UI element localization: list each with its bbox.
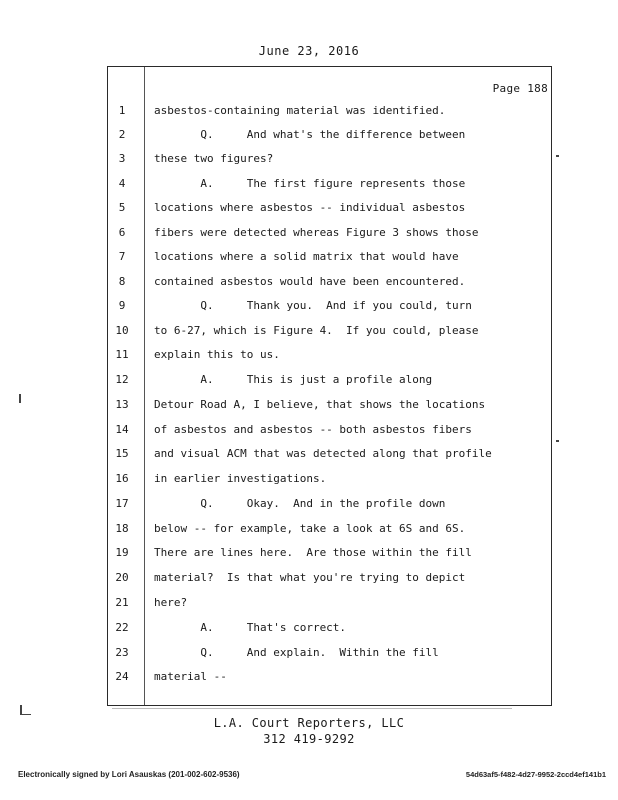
court-reporter-phone: 312 419-9292 (263, 732, 355, 746)
line-number: 9 (118, 299, 126, 312)
line-number: 24 (115, 670, 129, 683)
line-number: 3 (118, 152, 126, 165)
line-text: A. That's correct. (154, 621, 347, 634)
line-text: Detour Road A, I believe, that shows the locations (154, 398, 486, 411)
line-text: There are lines here. Are those within the fill (154, 546, 472, 559)
line-number: 17 (115, 497, 129, 510)
line-number: 15 (115, 447, 129, 460)
line-text: here? (154, 596, 188, 609)
transcript-line (107, 127, 547, 143)
scan-mark (556, 155, 559, 157)
line-text: locations where a solid matrix that would have (154, 250, 459, 263)
line-text: below -- for example, take a look at 6S and 6S. (154, 522, 466, 535)
scan-mark (112, 708, 512, 709)
line-text: Q. And what's the difference between (154, 128, 466, 141)
transcript-line (107, 521, 547, 537)
line-number: 12 (115, 373, 129, 386)
line-number: 6 (118, 226, 126, 239)
transcript-line (107, 225, 547, 241)
transcript-line (107, 372, 547, 388)
transcript-line (107, 496, 547, 512)
line-number: 2 (118, 128, 126, 141)
line-text: Q. Okay. And in the profile down (154, 497, 446, 510)
line-number: 5 (118, 201, 126, 214)
transcript-line (107, 545, 547, 561)
transcript-line (107, 200, 547, 216)
court-reporter-company: L.A. Court Reporters, LLC (213, 716, 405, 730)
transcript-line (107, 446, 547, 462)
line-text: Q. Thank you. And if you could, turn (154, 299, 472, 312)
transcript-line (107, 669, 547, 685)
transcript-line (107, 397, 547, 413)
transcript-line (107, 595, 547, 611)
line-number: 23 (115, 646, 129, 659)
line-text: of asbestos and asbestos -- both asbestos fibers (154, 423, 472, 436)
line-text: and visual ACM that was detected along that profile (154, 447, 492, 460)
scan-mark (19, 394, 21, 403)
line-text: material? Is that what you're trying to depict (154, 571, 466, 584)
line-number: 11 (115, 348, 129, 361)
line-number: 7 (118, 250, 126, 263)
line-text: material -- (154, 670, 227, 683)
transcript-line (107, 274, 547, 290)
transcript-line (107, 176, 547, 192)
transcript-line (107, 323, 547, 339)
transcript-line (107, 645, 547, 661)
transcript-line (107, 298, 547, 314)
line-text: A. This is just a profile along (154, 373, 433, 386)
line-number: 18 (115, 522, 129, 535)
line-number: 20 (115, 571, 129, 584)
transcript-line (107, 422, 547, 438)
line-text: A. The first figure represents those (154, 177, 466, 190)
line-number: 8 (118, 275, 126, 288)
page-number: Page 188 (492, 82, 548, 95)
line-text: locations where asbestos -- individual asbestos (154, 201, 466, 214)
line-text: to 6-27, which is Figure 4. If you could, please (154, 324, 479, 337)
line-text: asbestos-containing material was identified. (154, 104, 446, 117)
line-text: contained asbestos would have been encountered. (154, 275, 466, 288)
line-number: 1 (118, 104, 126, 117)
transcript-line (107, 620, 547, 636)
line-number: 10 (115, 324, 129, 337)
line-number: 19 (115, 546, 129, 559)
electronic-signature-note: Electronically signed by Lori Asauskas (201-002-602-9536) (18, 770, 240, 779)
line-text: in earlier investigations. (154, 472, 327, 485)
line-number: 14 (115, 423, 129, 436)
transcript-line (107, 570, 547, 586)
line-text: these two figures? (154, 152, 274, 165)
line-number: 4 (118, 177, 126, 190)
transcript-line (107, 471, 547, 487)
line-text: Q. And explain. Within the fill (154, 646, 439, 659)
transcript-line (107, 151, 547, 167)
transcript-line (107, 103, 547, 119)
transcript-date: June 23, 2016 (258, 44, 360, 58)
transcript-line (107, 249, 547, 265)
line-number: 22 (115, 621, 129, 634)
line-text: explain this to us. (154, 348, 280, 361)
line-number: 21 (115, 596, 129, 609)
scan-mark (556, 440, 559, 442)
document-id: 54d63af5-f482-4d27-9952-2ccd4ef141b1 (465, 770, 606, 779)
transcript-line (107, 347, 547, 363)
line-number: 13 (115, 398, 129, 411)
line-text: fibers were detected whereas Figure 3 shows those (154, 226, 479, 239)
line-number: 16 (115, 472, 129, 485)
scan-mark (22, 714, 31, 715)
